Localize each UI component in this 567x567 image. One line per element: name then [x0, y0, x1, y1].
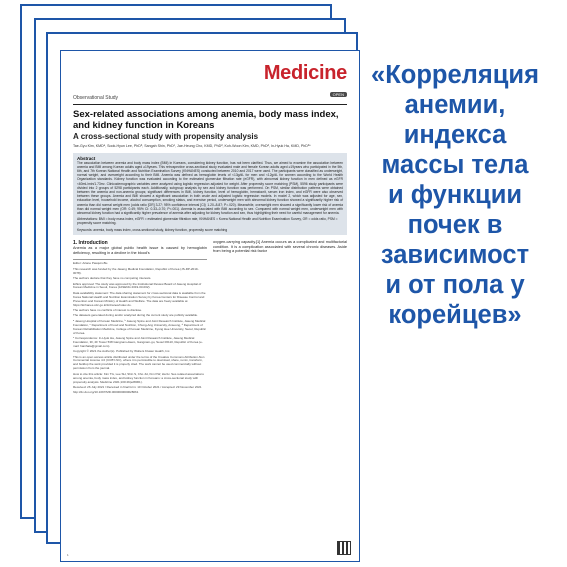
caption-line: корейцев» [388, 301, 522, 329]
qr-code-icon [337, 541, 351, 555]
article-type: Observational Study [73, 95, 119, 101]
caption-line: и от пола у [385, 271, 525, 299]
footnote: Copyright © 2021 the Author(s). Published by Wolters Kluwer Health, Inc. [73, 349, 171, 354]
caption-line: анемии, [404, 91, 506, 119]
footnote: The authors declare that they have no competing interests. [73, 276, 152, 281]
footnote: ᵃ Jaseng Hospital of Korean Medicine, ᵇ Jaseng Spine and Joint Research Institute, Jaseng Medical Foundation, ᶜ Department of Food and Nutrition, Chung-Ang University, Anseong, ᵈ Department of Korean Rehabilitation Medicine, College of Korean Medicine, Kyung Hee University, Seoul, Republic of Korea. [73, 318, 207, 335]
caption-line: массы тела [381, 151, 529, 179]
caption-line: «Корреляция [371, 61, 539, 89]
abbreviations: Abbreviations: BMI = body mass index, eGFR = estimated glomerular filtration rate, KNHANES = Korea National Health and Nutrition Examination Survey, OR = odds ratio, PSM = propensity score matching. [77, 217, 338, 226]
footnote: * Correspondence: In-Hyuk Ha, Jaseng Spine and Joint Research Institute, Jaseng Medical Foundation, 3F, 2F Tower 538 Gangnam-daero, Gangnam-gu, Seoul 06110, Republic of Korea (e-mail: hanihata@gmail.com). [73, 335, 203, 348]
caption-line: зависимост [380, 241, 530, 269]
journal-name: Medicine [263, 62, 347, 84]
footnote: http://dx.doi.org/10.1097/MD.0000000000028061 [73, 390, 139, 395]
abstract-text: The association between anemia and body mass index (BMI) in Koreans, considering kidney function, has not been clarified. Thus, we aimed to examine the association between anemia and BMI among Korean adults aged ≥19years. This retrospective cross-sectional study evaluated male and female Korean adults aged ≥19years who participated in the 5th, 6th, and 7th Korean National Health and Nutrition Examination Survey (KNHANES) conducted between 2010 and 2017 were used. The participants were classified as underweight, normal weight, and overweight according to their BMI. Anemia was defined as hemoglobin levels of <13g/dL for men and <12g/dL for women according to the World Health Organization standards. Kidney function was evaluated according to the estimated glomerular filtration rate (eGFR), with abnormal kidney function in men defined as eGFR <60mL/min/1.73m². Clinicodemographic variables were analyzed using logistic regression adjusted for weight. After propensity score matching (PSM), 5596 study participants were divided into 2 groups of 5298 participants each. Additionally, subgroup analysis by sex and kidney function was performed. On PSM, similar distribution patterns were obtained between the anemia and non-anemia groups; significant differences in BMI, kidney function, level of hemoglobin, hematocrit, serum iron index, and eGFR were also observed between these groups. Anemia and BMI showed a significant association in both crude and adjusted logistic regression models. In model 2, which was adjusted for age, sex, education level, household income, alcohol consumption, smoking status, and exercise period, underweight men with abnormal kidney function showed a significantly higher risk of anemia than did normal weight men (odds ratio [OR] 3.27; 95% confidence interval [CI]: 1.20–8.87; P=.020). Meanwhile, overweight men showed a significantly lower risk of anemia than did normal weight men (OR: 0.49; 95% CI: 0.33–0.70; P<.001). Anemia is associated with BMI according to sex. Compared with normal weight men, underweight men with abnormal kidney function had a significantly higher prevalence of anemia after adjusting for kidney function and sex, thus highlighting their need for careful management for anemia. [77, 160, 343, 216]
footnote: This is an open access article distributed under the terms of the Creative Commons Attribution-Non Commercial License 4.0 (CCBY-NC), where it is permissible to download, share, remix, transform, and buildup the work provided it is properly cited. The work cannot be used commercially without permission from the journal. [73, 354, 205, 371]
article-subtitle: A cross-sectional study with propensity analysis [73, 132, 259, 141]
footnote: How to cite this article: Kim TG, Lee SH, Shin S, Cho JH, Kim KW, Ha IH. Sex-related associations among anemia, body mass index, and kidney function in Koreans: a cross-sectional study with propensity analysis. Medicine 2021;100:49(e28061). [73, 371, 204, 384]
footnote: Ethics approval: The study was approved by the Institutional Review Board of Jaseng Hospital of Korean Medicine in Seoul, Korea (JASENG 2019-03-002). [73, 281, 202, 290]
caption-line: почек в [407, 211, 503, 239]
footnote: Editor: Ariane Pasquin-Bu. [73, 261, 109, 266]
footnote: The authors have no conflicts of interest to disclose. [73, 308, 143, 312]
body-columns [73, 240, 347, 397]
abstract-heading: Abstract [77, 155, 96, 161]
footnotes [73, 259, 207, 395]
right-column [213, 240, 347, 397]
article-title: Sex-related associations among anemia, body mass index, and kidney function in Koreans [73, 109, 339, 131]
footnote: Received: 26 July 2021 / Received in final form: 10 October 2021 / Accepted: 29 November 2021 [73, 384, 202, 389]
caption-line: и функции [387, 181, 523, 209]
journal-header [73, 63, 347, 105]
introduction-heading: 1. Introduction [73, 239, 108, 246]
russian-title-caption [350, 60, 560, 330]
keywords: Keywords: anemia, body mass index, cross-sectional study, kidney function, propensity score matching [77, 227, 228, 232]
journal-logo [264, 63, 347, 101]
abstract-box [73, 153, 347, 235]
footnote: Data availability statement: The data sharing statement for cross-sectional data is available from the Korea National Health and Nutrition Examination Survey by Korea Centers for Disease Control and Prevention and Korean Ministry of Health and Welfare. The data are freely available at https://knhanes.cdc.go.kr/knhanes/index.do. [73, 290, 206, 307]
left-column [73, 240, 207, 397]
article-front-page [60, 50, 360, 562]
introduction-text-left: Anemia as a major global public health issue is caused by hemoglobin deficiency, resulting in a decline in the blood's [73, 245, 207, 255]
caption-line: индекса [403, 121, 507, 149]
author-list: Tae-Gyu Kim, KMDᵃ, Sook-Hyun Lee, PhDᵇ, Sangah Shin, PhDᶜ, Jae-Heung Cho, KMD, PhDᵈ, Koh-Woon Kim, KMD, PhDᵈ, In-Hyuk Ha, KMD, PhDᵇ* [73, 144, 311, 148]
page-number: 1 [67, 553, 69, 557]
footnote: The datasets generated during and/or analyzed during the current study are publicly available. [73, 313, 198, 318]
introduction-text-right: oxygen-carrying capacity.[1] Anemia occurs as a complicated and multifactorial condition. It is a complication associated with several chronic diseases. Aside from being a potential risk factor [213, 239, 347, 254]
open-access-badge: OPEN [330, 92, 347, 97]
footnote: This research was funded by the Jaseng Medical Foundation, Republic of Korea (JS-RP-2019-0078). [73, 266, 199, 275]
